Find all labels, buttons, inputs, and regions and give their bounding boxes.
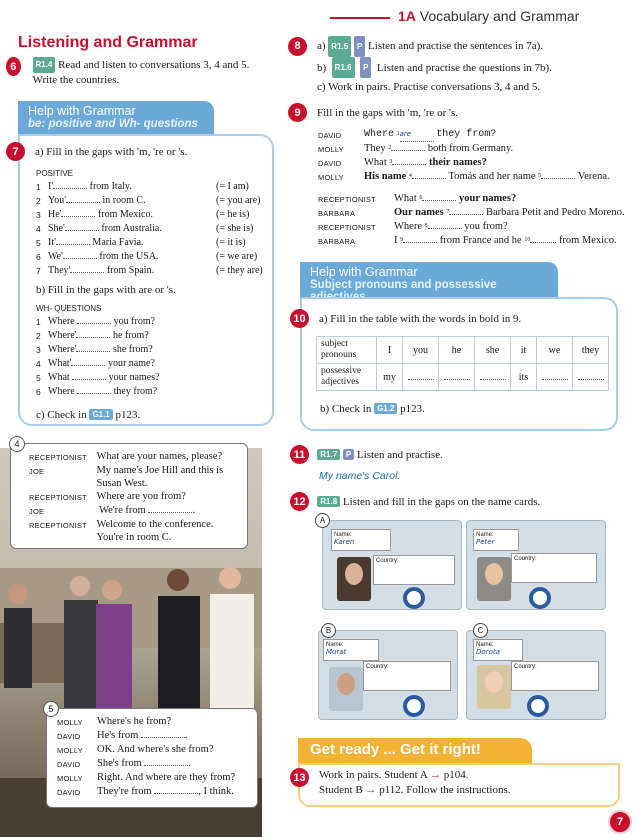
grammar-ref-badge[interactable]: G1.1 [89, 409, 112, 420]
help-subtitle: Subject pronouns and possessive [310, 279, 497, 291]
dialogue-line: JOE We're from . [29, 505, 196, 516]
header-code: 1A [398, 8, 416, 24]
get-ready-text: Get ready ... Get it right! [310, 741, 481, 758]
name-label: Name: Murat [323, 639, 379, 661]
conversation-5-bubble [46, 704, 258, 808]
list-item: 3 He' from Mexico. (= he is) [36, 209, 250, 220]
card-clip-icon [529, 587, 551, 609]
dialogue-line: BARBARA Our names 7 Barbara Petit and Pedro Moreno. [318, 207, 625, 218]
answer-blank[interactable] [66, 194, 100, 203]
wh-label: WH- QUESTIONS [36, 304, 102, 313]
section-title: Listening and Grammar [18, 34, 198, 51]
exercise-9-intro: Fill in the gaps with 'm, 're or 's. [317, 106, 458, 119]
arrow-right-icon: → [429, 769, 441, 781]
person-photo [329, 667, 363, 711]
table-row: subject pronouns I you he she it we they [317, 337, 609, 364]
exercise-7-number: 7 [6, 142, 25, 161]
answer-blank[interactable] [391, 142, 425, 151]
cd-track-badge: R1.5 [328, 36, 351, 57]
dialogue-line: DAVID Where 1 are they from? [318, 129, 497, 140]
name-card-b [318, 626, 458, 720]
name-label: Name: Karen [331, 529, 391, 551]
grammar-ref-badge[interactable]: G1.2 [374, 403, 397, 414]
row-label: possessive adjectives [317, 364, 377, 391]
dialogue-line: DAVID They're from , I think. [57, 786, 234, 797]
person-photo [477, 557, 511, 601]
pronunciation-badge: P [343, 449, 354, 460]
answer-blank[interactable] [61, 208, 95, 217]
exercise-12-number: 12 [290, 492, 309, 511]
country-label[interactable]: Country: [511, 553, 597, 583]
name-card-a [319, 516, 462, 610]
conversation-5-number: 5 [43, 701, 59, 717]
example-answer: are [400, 128, 434, 142]
wh-list [36, 315, 276, 399]
name-label: Name: Dorota [473, 639, 523, 661]
name-card-c [466, 626, 606, 720]
exercise-7b-text: b) Fill in the gaps with are or 's. [36, 284, 176, 296]
list-item: 6 We' from the USA. (= we are) [36, 251, 258, 262]
card-clip-icon [403, 587, 425, 609]
dialogue-line: MOLLY OK. And where's she from? [57, 744, 214, 755]
exercise-13: 13 Work in pairs. Student A → p104. Student B → p112. Follow the instructions. [290, 768, 610, 798]
positive-list [36, 180, 276, 278]
list-item: 1 I' from Italy. (= I am) [36, 181, 249, 192]
answer-blank[interactable] [449, 206, 483, 215]
exercise-10 [290, 309, 620, 415]
answer-blank[interactable] [530, 234, 556, 243]
dialogue-line: DAVID What 3 their names? [318, 157, 487, 168]
header [398, 8, 579, 24]
dialogue-line: RECEPTIONIST What are your names, please? [29, 451, 223, 462]
pronoun-table [316, 336, 609, 391]
list-item: 4 She' from Australia. (= she is) [36, 223, 254, 234]
list-item: 1 Where you from? [36, 316, 156, 327]
answer-blank[interactable] [392, 156, 426, 165]
list-item: 2 You' in room C. (= you are) [36, 195, 261, 206]
answer-blank[interactable] [70, 264, 104, 273]
answer-blank[interactable] [53, 180, 87, 189]
dialogue-line: RECEPTIONIST Where are you from? [29, 491, 186, 502]
cd-track-badge: R1.6 [332, 57, 355, 78]
exercise-7a-text: a) Fill in the gaps with 'm, 're or 's. [35, 145, 188, 158]
country-label[interactable]: Country: [511, 661, 599, 691]
exercise-9 [288, 103, 633, 248]
card-letter: C [473, 623, 488, 638]
list-item: 5 It' Maria Favia. (= it is) [36, 237, 246, 248]
page-number-badge [608, 810, 632, 834]
help-title: Help with Grammar [28, 104, 136, 118]
answer-cell[interactable] [537, 364, 573, 391]
answer-blank[interactable] [422, 192, 456, 201]
exercise-6-number: 6 [6, 57, 21, 76]
arrow-right-icon: → [365, 784, 377, 796]
card-clip-icon [403, 695, 425, 717]
help-with-grammar-header [18, 101, 214, 135]
conversation-4-number: 4 [9, 436, 25, 452]
exercise-6 [6, 57, 266, 87]
list-item: 2 Where' he from? [36, 330, 149, 341]
help-with-grammar-header-2 [300, 262, 558, 298]
answer-blank[interactable] [65, 222, 99, 231]
example-sentence: My name's Carol. [319, 470, 401, 482]
dialogue-line: DAVID He's from . [57, 730, 188, 741]
dialogue-line: JOE My name's Joe Hill and this is Susan West. [29, 465, 224, 489]
exercise-10a-text: a) Fill in the table with the words in bold in 9. [319, 312, 522, 325]
exercise-7c: c) Check in G1.1 p123. [36, 409, 141, 421]
answer-blank[interactable] [412, 170, 446, 179]
dialogue-line: RECEPTIONIST What 6 your names? [318, 193, 517, 204]
conversation-4-bubble [10, 439, 248, 549]
country-label[interactable]: Country: [373, 555, 455, 585]
dialogue-line: MOLLY Right. And where are they from? [57, 772, 236, 783]
exercise-9-number: 9 [288, 103, 307, 122]
dialogue-line: RECEPTIONIST Where 8 you from? [318, 221, 508, 232]
row-label: subject pronouns [317, 337, 377, 364]
positive-label: POSITIVE [36, 169, 73, 178]
answer-blank[interactable] [63, 250, 97, 259]
answer-blank[interactable] [71, 357, 105, 366]
answer-blank[interactable] [541, 170, 575, 179]
answer-blank[interactable] [403, 234, 437, 243]
pronunciation-badge: P [360, 57, 371, 78]
dialogue-line: BARBARA I 9 from France and he 10 from Mexico. [318, 235, 617, 246]
exercise-10b: b) Check in G1.2 p123. [320, 403, 425, 415]
table-row: possessive adjectives my its [317, 364, 609, 391]
cd-track-badge: R1.8 [317, 496, 340, 507]
exercise-8c-text: c) Work in pairs. Practise conversations 3, 4 and 5. [317, 81, 541, 93]
country-label[interactable]: Country: [363, 661, 451, 691]
cd-track-badge: R1.4 [33, 57, 56, 73]
card-letter: A [315, 513, 330, 528]
list-item: 7 They' from Spain. (= they are) [36, 265, 263, 276]
answer-blank[interactable] [72, 371, 106, 380]
answer-blank[interactable] [76, 329, 110, 338]
exercise-11-number: 11 [290, 445, 309, 464]
exercise-12: 12 R1.8 Listen and fill in the gaps on the name cards. [290, 492, 620, 511]
exercise-6-text: Read and listen to conversations 3, 4 and 5. Write the countries. [32, 59, 250, 86]
answer-blank[interactable] [154, 785, 198, 794]
dialogue-line: RECEPTIONIST Welcome to the conference. You're in room C. [29, 519, 214, 543]
answer-blank[interactable] [148, 504, 192, 513]
dialogue-line: MOLLY His name 4 Tomás and her name 5 Verena. [318, 171, 610, 182]
help-title: Help with Grammar [310, 265, 418, 279]
get-ready-banner [298, 738, 532, 764]
answer-blank[interactable] [76, 343, 110, 352]
person-photo [477, 665, 511, 709]
exercise-8-number: 8 [288, 37, 307, 56]
page-number: 7 [616, 816, 624, 828]
answer-blank[interactable] [141, 729, 185, 738]
name-label: Name: Peter [473, 529, 519, 551]
help-subtitle: be: positive and Wh- questions [28, 118, 198, 130]
answer-blank[interactable] [428, 220, 462, 229]
list-item: 5 What your names? [36, 372, 160, 383]
person-photo [337, 557, 371, 601]
header-rule [330, 17, 390, 19]
dialogue-line: MOLLY They 2 both from Germany. [318, 143, 514, 154]
card-clip-icon [527, 695, 549, 717]
exercise-8: 8 a) R1.5 P Listen and practise the sentences in 7a). b) R1.6 P Listen and practise the questions in 7b). c) Work in pairs. Practise conversations 3, 4 and 5. [288, 36, 628, 97]
name-card [466, 520, 606, 610]
exercise-13-number: 13 [290, 768, 309, 787]
answer-cell[interactable] [573, 364, 609, 391]
dialogue-line: MOLLY Where's he from? [57, 716, 172, 727]
answer-cell[interactable] [403, 364, 439, 391]
header-title: Vocabulary and Grammar [419, 8, 580, 24]
list-item: 3 Where' she from? [36, 344, 153, 355]
cd-track-badge: R1.7 [317, 449, 340, 460]
list-item: 4 What' your name? [36, 358, 155, 369]
exercise-11: 11 R1.7 P Listen and practise. My name's Carol. [290, 445, 620, 482]
dialogue-line: DAVID She's from . [57, 758, 192, 769]
exercise-10-number: 10 [290, 309, 309, 328]
answer-blank[interactable] [77, 315, 111, 324]
card-letter: B [321, 623, 336, 638]
answer-blank[interactable] [56, 236, 90, 245]
answer-blank[interactable] [144, 757, 188, 766]
exercise-7 [6, 142, 276, 421]
answer-cell[interactable] [439, 364, 475, 391]
answer-blank[interactable] [77, 385, 111, 394]
list-item: 6 Where they from? [36, 386, 158, 397]
pronunciation-badge: P [354, 36, 365, 57]
answer-cell[interactable] [475, 364, 511, 391]
